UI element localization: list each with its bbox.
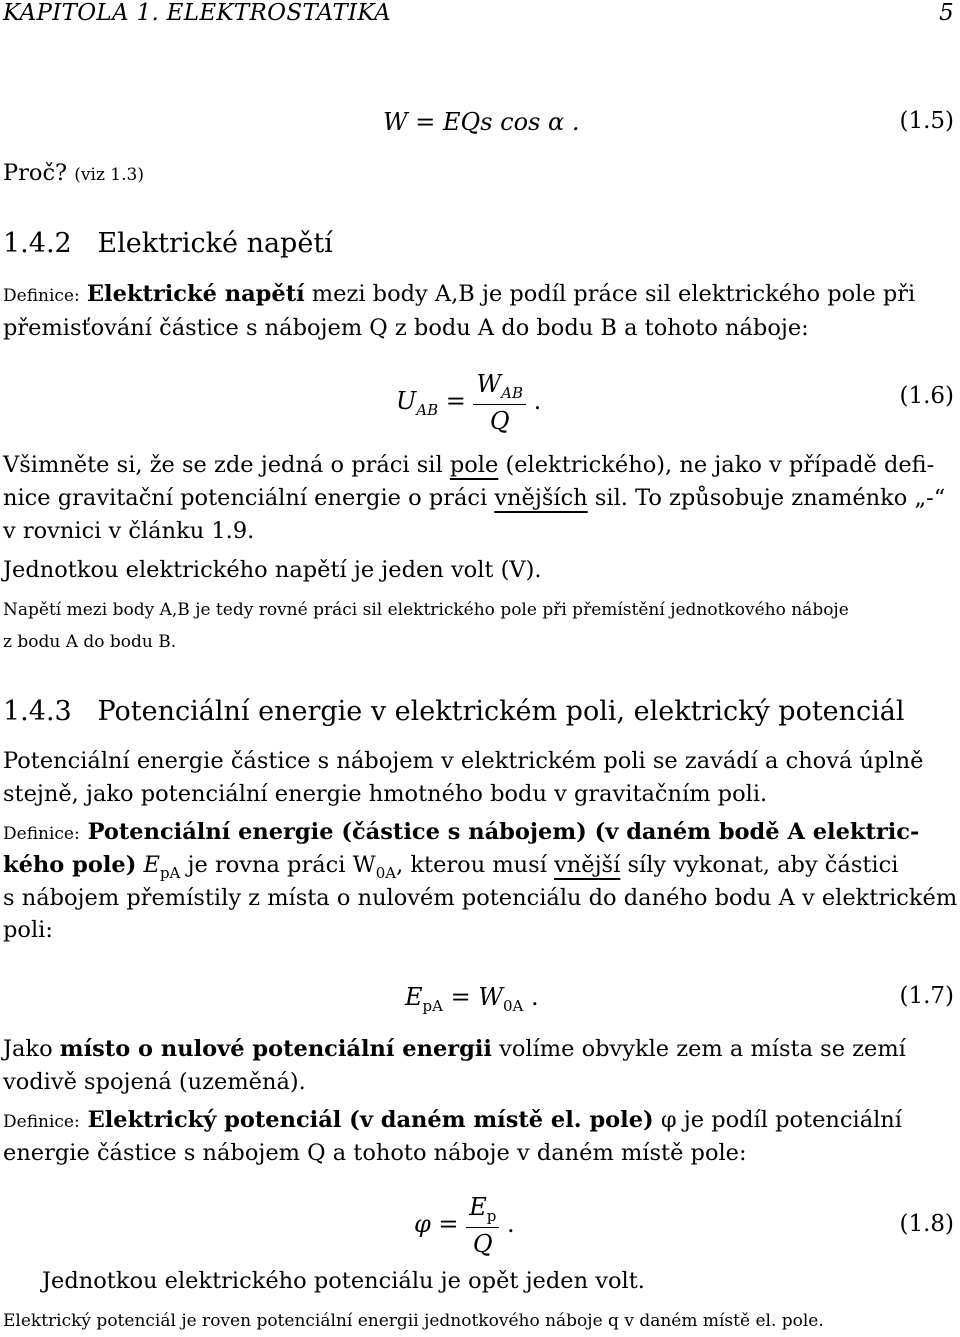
definition-potential-line-2: energie částice s nábojem Q a tohoto náboje v daném místě pole: [3,1140,747,1166]
equation-1-5: W = EQs cos α . [383,108,580,136]
note-text: Všimněte si, že se zde jedná o práci sil [3,452,450,478]
note-text: sil. To způsobuje znaménko „-“ [587,485,946,511]
definition-voltage-line-2: přemisťování částice s nábojem Q z bodu A do bodu B a tohoto náboje: [3,315,809,341]
underlined-word-vnejsi: vnější [554,852,621,878]
note-line-3: v rovnici v článku 1.9. [3,518,255,544]
eq-part: = W [442,983,504,1011]
small-note-line-2: z bodu A do bodu B. [3,632,177,652]
note-line-2 [3,485,945,511]
question-ref: (viz 1.3) [74,165,144,185]
eq-lhs: φ = [414,1210,459,1238]
definition-text: síly vykonat, aby částici [620,852,899,878]
definition-energy-line-1 [3,819,919,845]
section-title: Potenciální energie v elektrickém poli, elektrický potenciál [97,696,905,727]
definition-energy-line-2 [3,852,898,882]
question-text: Proč? [3,160,68,186]
paragraph-line-2: stejně, jako potenciální energie hmotného bodu v gravitačním poli. [3,781,768,807]
section-heading-1-4-3 [3,696,905,727]
eq-fraction [466,1193,499,1258]
eq-denominator: Q [489,407,510,435]
paragraph-zero-line-2: vodivě spojená (uzeměná). [3,1069,306,1095]
paragraph-line-1: Potenciální energie částice s nábojem v elektrickém poli se zavádí a chová úplně [3,748,924,774]
symbol-sub: pA [159,864,181,882]
definition-label: Definice: [3,286,80,306]
eq-part: E [405,983,423,1011]
note-line-1 [3,452,934,478]
unit-potential: Jednotkou elektrického potenciálu je opět jeden volt. [42,1268,645,1294]
eq-fraction [473,370,526,435]
equation-1-8-number: (1.8) [899,1211,954,1237]
definition-text: je rovna práci W [180,852,376,878]
symbol-E: E [136,852,160,878]
equation-1-5-number: (1.5) [899,108,954,134]
eq-numerator: E [469,1193,487,1221]
note-text: nice gravitační potenciální energie o práci [3,485,495,511]
definition-energy-line-3: s nábojem přemístily z místa o nulovém potenciálu do daného bodu A v elektrickém [3,885,958,911]
equation-1-7-number: (1.7) [899,983,954,1009]
paragraph-zero-line-1 [3,1036,906,1062]
definition-term: Elektrický potenciál (v daném místě el. pole) [79,1107,654,1133]
symbol-sub: 0A [375,864,397,882]
section-number: 1.4.3 [3,696,72,727]
paragraph-text: Jako [3,1036,60,1062]
definition-text: φ je podíl potenciální [653,1107,902,1133]
definition-label: Definice: [3,824,80,844]
eq-numerator-sub: AB [501,384,524,402]
bold-term: místo o nulové potenciální energii [59,1036,492,1062]
definition-energy-line-4: poli: [3,917,53,943]
section-number: 1.4.2 [3,228,72,259]
definition-term: Elektrické napětí [86,281,305,307]
definition-potential-line-1 [3,1107,902,1133]
eq-lhs-sub: AB [416,401,439,419]
chapter-title: KAPITOLA 1. ELEKTROSTATIKA [3,0,391,26]
eq-numerator-sub: p [486,1207,497,1225]
underlined-word-vnejsich: vnějších [494,485,588,511]
definition-text: , kterou musí [396,852,555,878]
definition-text: mezi body A,B je podíl práce sil elektrického pole při [304,281,916,307]
page-header [0,0,960,28]
section-title: Elektrické napětí [97,228,333,259]
unit-volt: Jednotkou elektrického napětí je jeden volt (V). [3,557,542,583]
eq-denominator: Q [472,1230,493,1258]
section-heading-1-4-2 [3,228,333,259]
equation-1-6: $U_{AB}$ = $\frac{W_{AB}}{Q}$ . [396,370,542,435]
definition-voltage-line-1 [3,281,915,307]
equation-1-6-number: (1.6) [899,383,954,409]
note-text: (elektrického), ne jako v případě defi- [498,452,935,478]
page-number: 5 [939,0,954,26]
paragraph-text: volíme obvykle zem a místa se zemí [491,1036,906,1062]
underlined-word-pole: pole [449,452,499,478]
eq-part: . [523,983,539,1011]
small-note-line-1: Napětí mezi body A,B je tedy rovné práci sil elektrického pole při přemístění jednotkového náboje [3,600,849,620]
definition-term: Potenciální energie (částice s nábojem) (v daném bodě A elektric- [79,819,920,845]
eq-sub: 0A [503,997,524,1015]
definition-term: kého pole) [3,852,137,878]
small-note-2: Elektrický potenciál je roven potenciální energii jednotkového náboje q v daném místě el. pole. [3,1311,824,1331]
eq-numerator: W [476,370,502,398]
equation-1-8: φ = $\frac{E_p}{Q}$ . [414,1193,515,1258]
equation-1-7 [405,983,539,1015]
definition-label: Definice: [3,1112,80,1132]
eq-lhs: U [396,387,417,415]
eq-sub: pA [422,997,443,1015]
question-line [3,160,144,186]
